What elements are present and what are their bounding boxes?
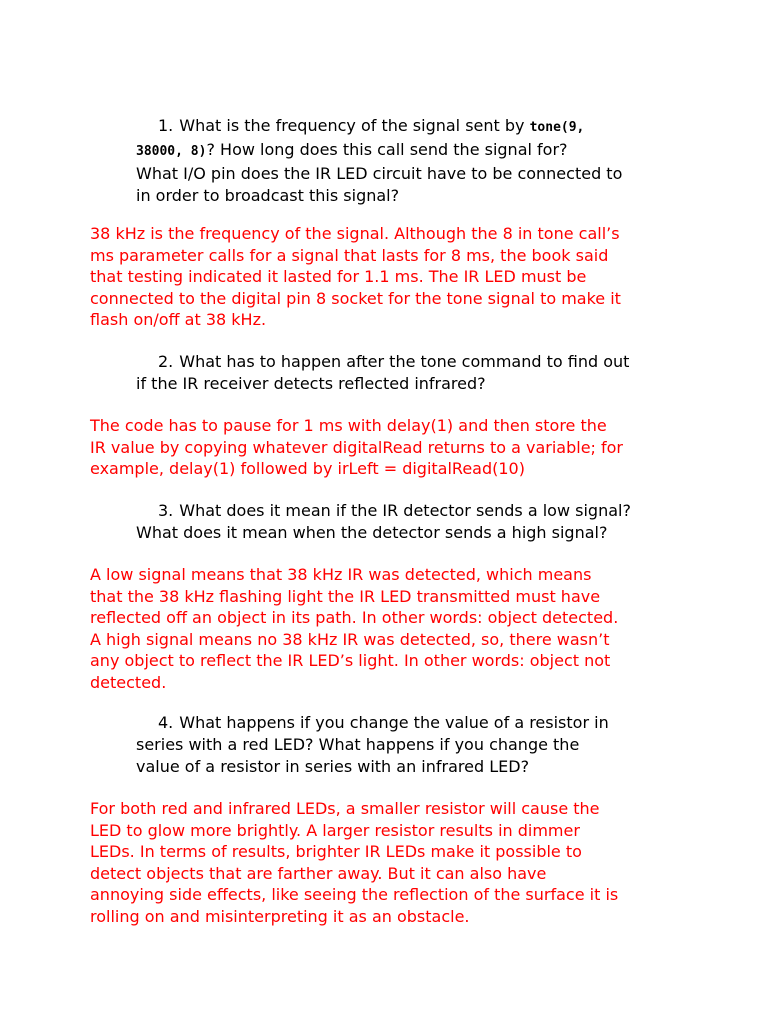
answer-1-line: connected to the digital pin 8 socket for the tone signal to make it [90, 288, 621, 308]
question-1-line-2: 38000, 8)? How long does this call send the signal for? [136, 140, 568, 159]
answer-4-line: LEDs. In terms of results, brighter IR LEDs make it possible to [90, 842, 582, 862]
question-4-line-1: 4. What happens if you change the value of a resistor in [158, 713, 609, 732]
question-1-line-3: What I/O pin does the IR LED circuit have to be connected to [136, 164, 623, 183]
answer-4 [90, 798, 690, 928]
question-1-line-4: in order to broadcast this signal? [136, 186, 400, 205]
question-2-line-1: 2. What has to happen after the tone command to find out [158, 352, 630, 371]
answer-1 [90, 223, 690, 331]
answer-3-line: A low signal means that 38 kHz IR was detected, which means [90, 565, 592, 584]
question-2-number: 2. [158, 352, 174, 371]
answer-2 [90, 415, 690, 480]
question-3-line-1: 3. What does it mean if the IR detector sends a low signal? [158, 501, 631, 520]
code-snippet: tone(9, [529, 120, 585, 135]
answer-2-line: The code has to pause for 1 ms with delay(1) and then store the [90, 416, 607, 435]
answer-3-line: A high signal means no 38 kHz IR was detected, so, there wasn’t [90, 629, 610, 649]
question-1 [136, 115, 696, 207]
answer-3-line: detected. [90, 672, 167, 692]
answer-4-line: rolling on and misinterpreting it as an obstacle. [90, 906, 470, 926]
question-4-line-2: series with a red LED? What happens if you change the [136, 735, 580, 754]
question-4-number: 4. [158, 713, 174, 732]
question-2 [136, 351, 696, 395]
question-4-line-3: value of a resistor in series with an infrared LED? [136, 757, 530, 776]
question-4 [136, 712, 696, 778]
answer-3-line: reflected off an object in its path. In other words: object detected. [90, 608, 619, 628]
question-1-number: 1. [158, 116, 174, 135]
answer-3 [90, 564, 690, 694]
answer-4-line: detect objects that are farther away. But it can also have [90, 863, 547, 883]
answer-1-line: 38 kHz is the frequency of the signal. Although the 8 in tone call’s [90, 224, 620, 243]
answer-1-line: that testing indicated it lasted for 1.1 ms. The IR LED must be [90, 267, 587, 287]
question-3 [136, 500, 696, 544]
answer-4-line: LED to glow more brightly. A larger resistor results in dimmer [90, 820, 580, 840]
question-2-line-2: if the IR receiver detects reflected infrared? [136, 374, 486, 393]
code-snippet: 38000, 8) [136, 144, 207, 159]
question-1-line-1: 1. What is the frequency of the signal sent by tone(9, [158, 116, 585, 135]
answer-2-line: example, delay(1) followed by irLeft = digitalRead(10) [90, 459, 525, 479]
question-3-line-2: What does it mean when the detector sends a high signal? [136, 523, 608, 542]
answer-4-line: annoying side effects, like seeing the reflection of the surface it is [90, 885, 619, 905]
answer-3-line: that the 38 kHz flashing light the IR LED transmitted must have [90, 586, 601, 606]
answer-1-line: flash on/off at 38 kHz. [90, 310, 267, 330]
answer-3-line: any object to reflect the IR LED’s light. In other words: object not [90, 651, 611, 671]
answer-4-line: For both red and infrared LEDs, a smaller resistor will cause the [90, 799, 600, 818]
answer-1-line: ms parameter calls for a signal that lasts for 8 ms, the book said [90, 245, 609, 265]
answer-2-line: IR value by copying whatever digitalRead returns to a variable; for [90, 437, 624, 457]
question-3-number: 3. [158, 501, 174, 520]
